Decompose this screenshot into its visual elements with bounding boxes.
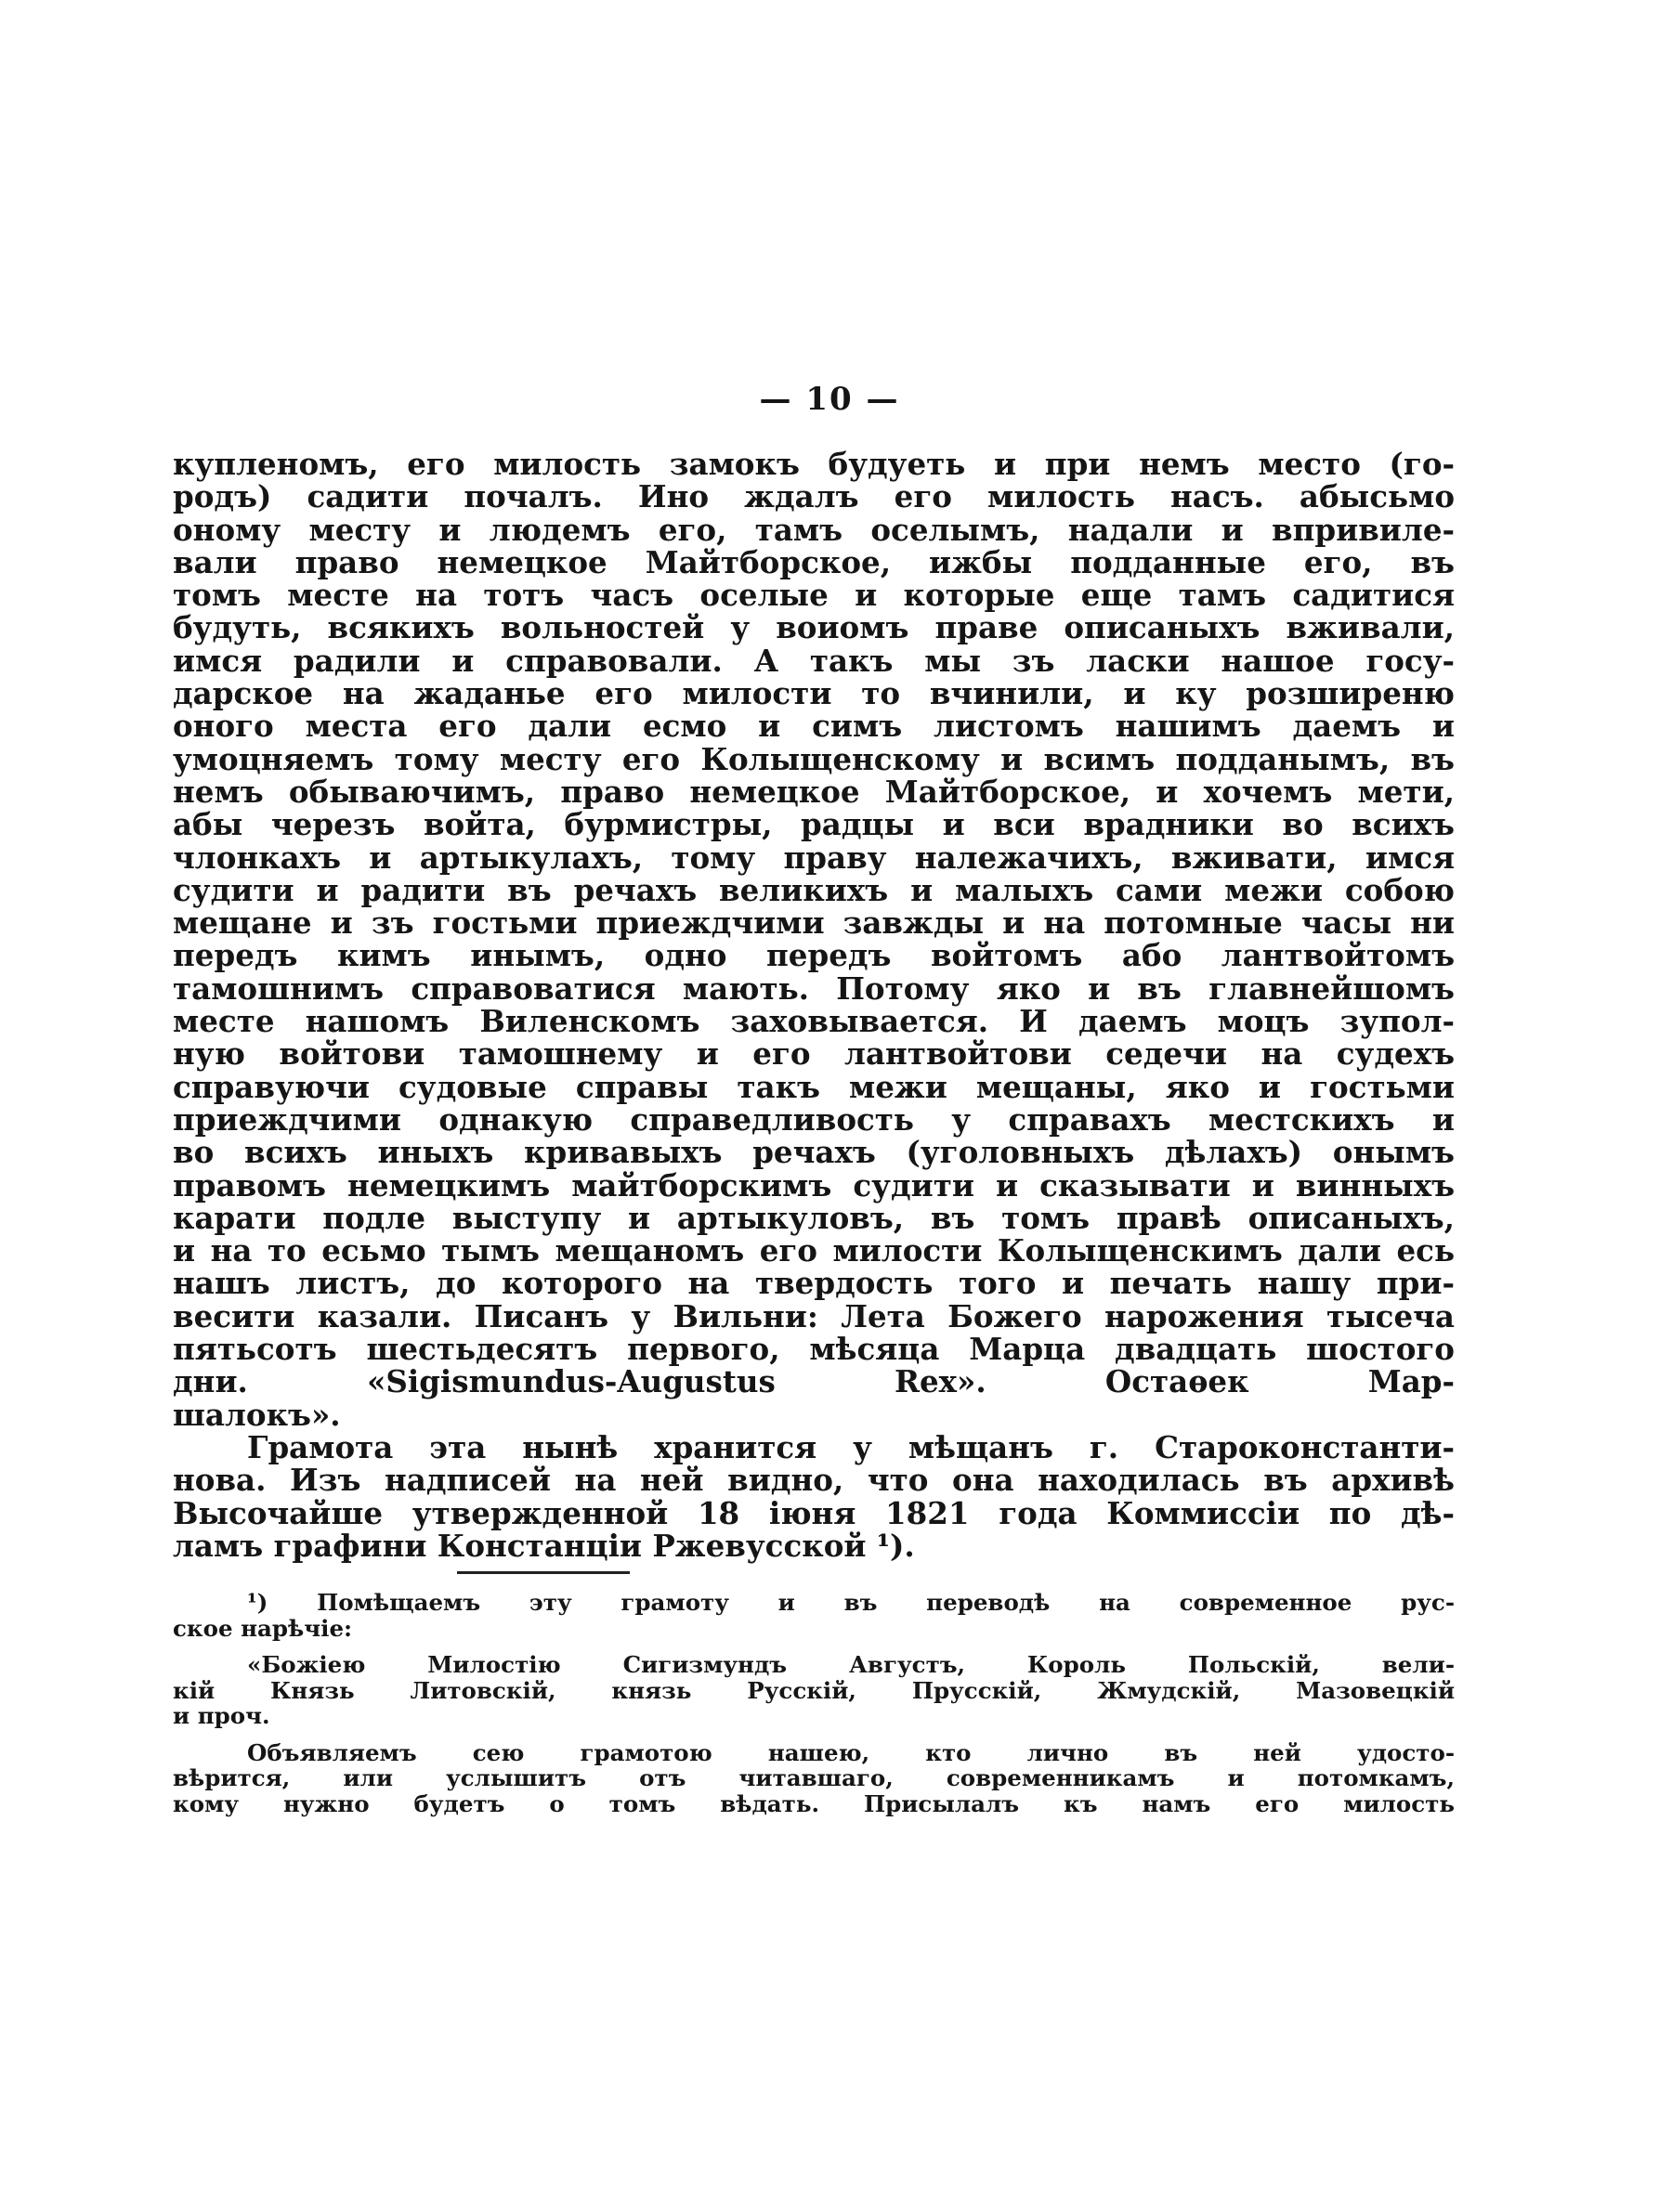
footnote-divider <box>457 1571 630 1574</box>
footnote-line: «Божіею Милостію Сигизмундъ Августъ, Король Польскій, вели- <box>247 1651 1455 1678</box>
text-line: члонкахъ и артыкулахъ, тому праву належачихъ, вживати, имся <box>173 839 1455 876</box>
text-line: будуть, всякихъ вольностей у воиомъ праве описаныхъ вживали, <box>173 609 1455 646</box>
footnote-line: ¹) Помѣщаемъ эту грамоту и въ переводѣ на современное рус- <box>247 1589 1455 1616</box>
text-line: оному месту и людемъ его, тамъ оселымъ, надали и впривиле- <box>173 511 1455 548</box>
text-line: судити и радити въ речахъ великихъ и малыхъ сами межи собою <box>173 871 1455 908</box>
text-line: шалокъ». <box>173 1396 341 1433</box>
main-text <box>173 448 1455 1562</box>
text-line: правомъ немецкимъ майтборскимъ судити и сказывати и винныхъ <box>173 1166 1455 1204</box>
text-line: приеждчими однакую справедливость у справахъ местскихъ и <box>173 1100 1455 1138</box>
footnote-line: Объявляемъ сею грамотою нашею, кто лично въ ней удосто- <box>247 1738 1455 1766</box>
text-line: справуючи судовые справы такъ межи мещаны, яко и гостьми <box>173 1068 1455 1105</box>
footnote-line: ское нарѣчіе: <box>173 1614 353 1642</box>
text-line: нашъ листъ, до которого на твердость того и печать нашу при- <box>173 1265 1455 1302</box>
text-line: передъ кимъ инымъ, одно передъ войтомъ або лантвойтомъ <box>173 937 1455 974</box>
text-line: имся радили и справовали. А такъ мы зъ ласки нашое госу- <box>173 642 1455 679</box>
paragraph-gap <box>173 1729 1455 1740</box>
footnote-line: кій Князь Литовскій, князь Русскій, Прусскій, Жмудскій, Мазовецкій <box>173 1676 1455 1704</box>
footnote-line: и проч. <box>173 1702 270 1729</box>
text-line: вали право немецкое Майтборское, ижбы подданные его, въ <box>173 543 1455 580</box>
text-line: абы черезъ войта, бурмистры, радцы и вси врадники во всихъ <box>173 806 1455 843</box>
footnote-line: вѣрится, или услышитъ отъ читавшаго, современникамъ и потомкамъ, <box>173 1764 1455 1791</box>
text-line: родъ) садити почалъ. Ино ждалъ его милость насъ. абысьмо <box>173 478 1455 515</box>
text-line: пятьсотъ шестьдесятъ первого, мѣсяца Марца двадцать шостого <box>173 1331 1455 1368</box>
page-number: — 10 — <box>759 381 900 418</box>
text-line: Грамота эта нынѣ хранится у мѣщанъ г. Староконстанти- <box>247 1428 1455 1465</box>
text-line: дни. «Sigismundus-Augustus Rex». Остаѳек Мар- <box>173 1363 1455 1400</box>
text-line: ламъ графини Констанціи Ржевусской ¹). <box>173 1527 915 1564</box>
text-line: оного места его дали есмо и симъ листомъ нашимъ даемъ и <box>173 708 1455 745</box>
footnote-line: кому нужно будетъ о томъ вѣдать. Присылалъ къ намъ его милость <box>173 1789 1455 1817</box>
text-line: купленомъ, его милость замокъ будуеть и при немъ место (го- <box>173 446 1455 482</box>
text-line: во всихъ иныхъ кривавыхъ речахъ (уголовныхъ дѣлахъ) онымъ <box>173 1134 1455 1171</box>
text-line: Высочайше утвержденной 18 іюня 1821 года Коммиссіи по дѣ- <box>173 1494 1455 1531</box>
text-line: месте нашомъ Виленскомъ заховывается. И даемъ моцъ зупол- <box>173 1003 1455 1040</box>
text-line: ную войтови тамошнему и его лантвойтови седечи на судехъ <box>173 1035 1455 1073</box>
text-line: тамошнимъ справоватися мають. Потому яко и въ главнейшомъ <box>173 969 1455 1007</box>
text-line: нова. Изъ надписей на ней видно, что она находилась въ архивѣ <box>173 1462 1455 1499</box>
footnotes <box>173 1590 1455 1816</box>
text-line: карати подле выступу и артыкуловъ, въ томъ правѣ описаныхъ, <box>173 1199 1455 1236</box>
text-line: умоцняемъ тому месту его Колыщенскому и всимъ подданымъ, въ <box>173 740 1455 777</box>
text-line: немъ обываючимъ, право немецкое Майтборское, и хочемъ мети, <box>173 773 1455 810</box>
text-line: томъ месте на тотъ часъ оселые и которые еще тамъ садитися <box>173 577 1455 614</box>
text-line: весити казали. Писанъ у Вильни: Лета Божего нарожения тысеча <box>173 1297 1455 1334</box>
text-line: дарское на жаданье его милости то вчинили, и ку розширеню <box>173 675 1455 712</box>
text-line: мещане и зъ гостьми приеждчими завжды и на потомные часы ни <box>173 904 1455 942</box>
text-line: и на то есьмо тымъ мещаномъ его милости Колыщенскимъ дали есь <box>173 1232 1455 1269</box>
